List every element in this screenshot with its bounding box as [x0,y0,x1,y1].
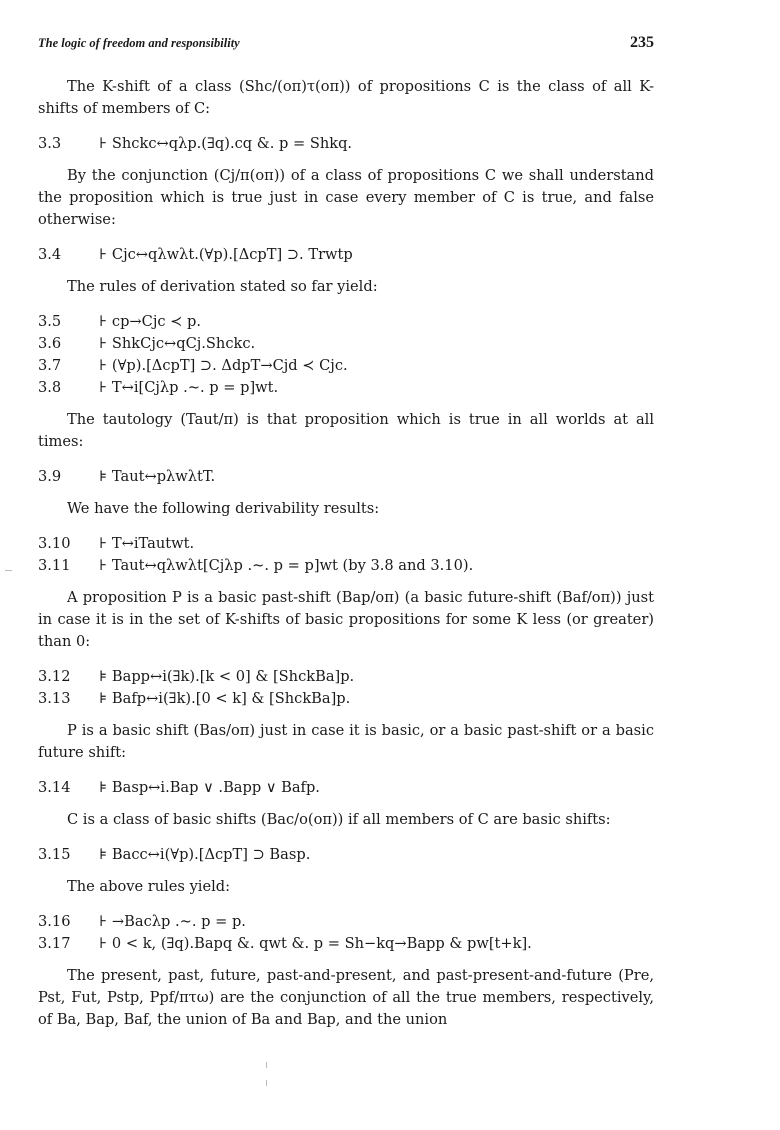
formula-text: ⊧ Taut↔pλwλtT. [99,468,216,485]
formula-line [38,688,654,710]
page-body [38,76,654,1031]
formula-number: 3.8 [38,379,62,396]
formula-text: ⊧ Bacc↔i(∀p).[ΔcpT] ⊃ Basp. [99,846,311,863]
formula-line [38,355,654,377]
paragraph: We have the following derivability results: [67,500,380,517]
formula-number: 3.3 [38,135,62,152]
formula-line [38,933,654,955]
block-gap [38,488,654,498]
formula-group [38,666,654,710]
formula-text: ⊧ Bafp↔i(∃k).[0 < k] & [ShckBa]p. [99,690,351,707]
block-gap [38,298,654,311]
formula-number: 3.13 [38,690,71,707]
block-gap [38,898,654,911]
formula-text: ⊧ Basp↔i.Bap ∨ .Bapp ∨ Bafp. [99,779,320,796]
block-gap [38,120,654,133]
paragraph: By the conjunction (Cj/π(oπ)) of a class of propositions C we shall understand the proposition which is true just in case every member of C is true, and false otherwise: [38,167,654,228]
block-gap [38,710,654,720]
formula-number: 3.10 [38,535,71,552]
formula-text: ⊦ Shckc↔qλp.(∃q).cq &. p = Shkq. [99,135,353,152]
scan-mark [266,1062,267,1068]
formula-text: ⊦ cp→Cjc ≺ p. [99,313,202,330]
formula-text: ⊦ T↔i[Cjλp .~. p = p]wt. [99,379,279,396]
formula-group [38,911,654,955]
block-gap [38,831,654,844]
formula-line [38,333,654,355]
block-gap [38,520,654,533]
paragraph: The present, past, future, past-and-present, and past-present-and-future (Pre, Pst, Fut, Pstp, Ppf/πτω) are the conjunction of all the true members, respectively, of Ba, Bap, Baf, the union of Ba and Bap, and the union [38,967,654,1028]
formula-number: 3.15 [38,846,71,863]
formula-line [38,777,654,799]
paragraph: A proposition P is a basic past-shift (Bap/oπ) (a basic future-shift (Baf/oπ)) just in case it is in the set of K-shifts of basic propositions for some K less (or greater) than 0: [38,589,654,650]
formula-line [38,133,654,155]
block-gap [38,399,654,409]
formula-text: ⊦ T↔iTautwt. [99,535,195,552]
formula-text: ⊦ →Bacλp .~. p = p. [99,913,246,930]
formula-number: 3.4 [38,246,62,263]
formula-text: ⊦ Cjc↔qλwλt.(∀p).[ΔcpT] ⊃. Trwtp [99,246,353,263]
formula-text: ⊦ ShkCjc↔qCj.Shckc. [99,335,256,352]
paragraph: The rules of derivation stated so far yield: [67,278,378,295]
formula-line [38,311,654,333]
formula-text: ⊦ 0 < k, (∃q).Bapq &. qwt &. p = Sh−kq→Bapp & pw[t+k]. [99,935,532,952]
formula-line [38,377,654,399]
formula-number: 3.6 [38,335,62,352]
formula-text: ⊧ Bapp↔i(∃k).[k < 0] & [ShckBa]p. [99,668,355,685]
paragraph: The tautology (Taut/π) is that proposition which is true in all worlds at all times: [38,411,654,450]
scan-mark [5,570,12,571]
formula-number: 3.11 [38,557,71,574]
block-gap [38,231,654,244]
block-gap [38,155,654,165]
formula-number: 3.9 [38,468,62,485]
block-gap [38,266,654,276]
block-gap [38,577,654,587]
formula-line [38,466,654,488]
paragraph: The K-shift of a class (Shc/(oπ)τ(oπ)) of propositions C is the class of all K-shifts of members of C: [38,78,654,117]
scan-mark [266,1080,267,1086]
running-title: The logic of freedom and responsibility [38,36,240,50]
block-gap [38,764,654,777]
formula-line [38,533,654,555]
formula-number: 3.14 [38,779,71,796]
paragraph: P is a basic shift (Bas/oπ) just in case it is basic, or a basic past-shift or a basic future shift: [38,722,654,761]
formula-line [38,555,654,577]
formula-number: 3.17 [38,935,71,952]
formula-line [38,244,654,266]
formula-number: 3.5 [38,313,62,330]
formula-group [38,533,654,577]
formula-text: ⊦ (∀p).[ΔcpT] ⊃. ΔdpT→Cjd ≺ Cjc. [99,357,348,374]
page-number: 235 [630,34,654,51]
page-header [38,34,654,56]
formula-line [38,844,654,866]
block-gap [38,866,654,876]
formula-number: 3.16 [38,913,71,930]
block-gap [38,955,654,965]
paragraph: The above rules yield: [67,878,231,895]
formula-text: ⊦ Taut↔qλwλt[Cjλp .~. p = p]wt (by 3.8 and 3.10). [99,557,474,574]
formula-line [38,666,654,688]
block-gap [38,653,654,666]
formula-number: 3.7 [38,357,62,374]
paragraph: C is a class of basic shifts (Bac/o(oπ)) if all members of C are basic shifts: [67,811,611,828]
formula-number: 3.12 [38,668,71,685]
block-gap [38,799,654,809]
block-gap [38,453,654,466]
formula-line [38,911,654,933]
formula-group [38,311,654,399]
